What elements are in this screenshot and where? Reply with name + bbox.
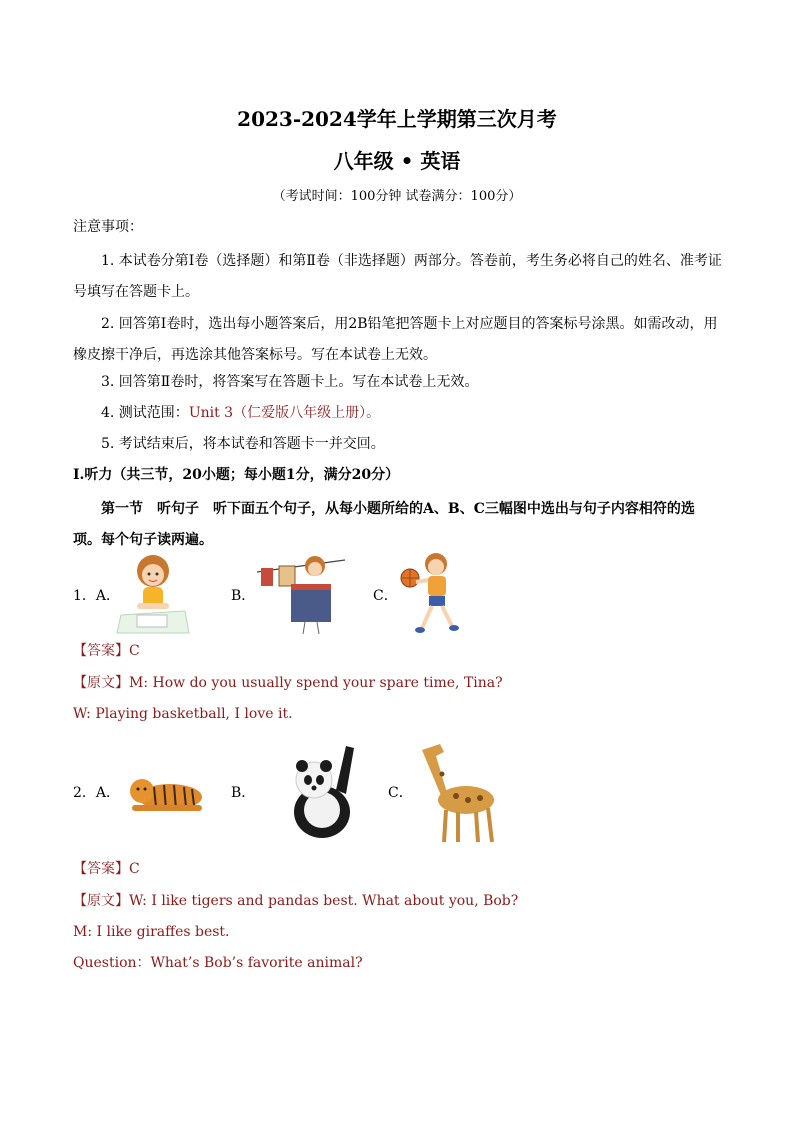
q2-transcript-line-2: M: I like giraffes best. (73, 924, 230, 940)
q1-transcript-line-2: W: Playing basketball, I love it. (73, 706, 293, 722)
note-item-2: 2. 回答第Ⅰ卷时，选出每小题答案后，用2B铅笔把答题卡上对应题目的答案标号涂黑。如需改动，用橡皮擦干净后，再选涂其他答案标号。写在本试卷上无效。 (73, 316, 718, 363)
q1-answer-value: C (129, 643, 140, 659)
note-item-4 (73, 403, 722, 423)
q2-answer (73, 859, 722, 879)
note-item-5: 5. 考试结束后，将本试卷和答题卡一并交回。 (101, 436, 385, 452)
q1-answer-tag: 【答案】 (73, 643, 129, 659)
q2-option-c-label: C． (388, 785, 413, 801)
q2-image-tiger (124, 765, 210, 817)
q2-image-panda (288, 738, 358, 838)
q2-source-text-1: W: I like tigers and pandas best. What about you, Bob? (129, 893, 519, 909)
q1-source-tag: 【原文】 (73, 675, 129, 691)
q2-image-giraffe (414, 738, 506, 846)
section-heading: Ⅰ.听力（共三节，20小题；每小题1分，满分20分） (73, 467, 400, 483)
q2-source-tag: 【原文】 (73, 893, 129, 909)
exam-info: （考试时间：100分钟 试卷满分：100分） (272, 189, 522, 204)
note-item-1: 1. 本试卷分第Ⅰ卷（选择题）和第Ⅱ卷（非选择题）两部分。答卷前，考生务必将自己的姓名、准考证号填写在答题卡上。 (73, 253, 722, 300)
q1-option-b-label: B． (231, 588, 256, 604)
q2-answer-tag: 【答案】 (73, 861, 129, 877)
q2-transcript-line-3: Question：What’s Bob’s favorite animal? (73, 955, 363, 971)
q1-source-text-1: M: How do you usually spend your spare time, Tina? (129, 675, 503, 691)
note-scope-prefix: 4. 测试范围： (101, 405, 189, 421)
q1-answer (73, 641, 722, 661)
q1-image-hanging-clothes (255, 552, 347, 636)
q2-transcript-line-1 (73, 891, 722, 911)
note-scope-value: Unit 3（仁爱版八年级上册）。 (188, 405, 381, 421)
q1-image-girl-studying (115, 553, 191, 635)
q1-option-c-label: C． (373, 588, 398, 604)
q2-answer-value: C (129, 861, 140, 877)
exam-title: 2023-2024学年上学期第三次月考 (237, 107, 557, 131)
q2-option-b-label: B． (231, 785, 256, 801)
exam-subtitle: 八年级 • 英语 (333, 149, 461, 173)
q1-image-girl-basketball (396, 552, 470, 636)
q1-option-a-label: 1．A． (73, 588, 121, 604)
q2-option-a-label: 2．A． (73, 785, 121, 801)
part1-instructions: 第一节 听句子 听下面五个句子，从每小题所给的A、B、C三幅图中选出与句子内容相符的选项。每个句子读两遍。 (73, 501, 695, 548)
note-item-3: 3. 回答第Ⅱ卷时，将答案写在答题卡上。写在本试卷上无效。 (101, 374, 479, 390)
q1-transcript-line-1 (73, 673, 722, 693)
notes-heading: 注意事项： (73, 219, 143, 235)
